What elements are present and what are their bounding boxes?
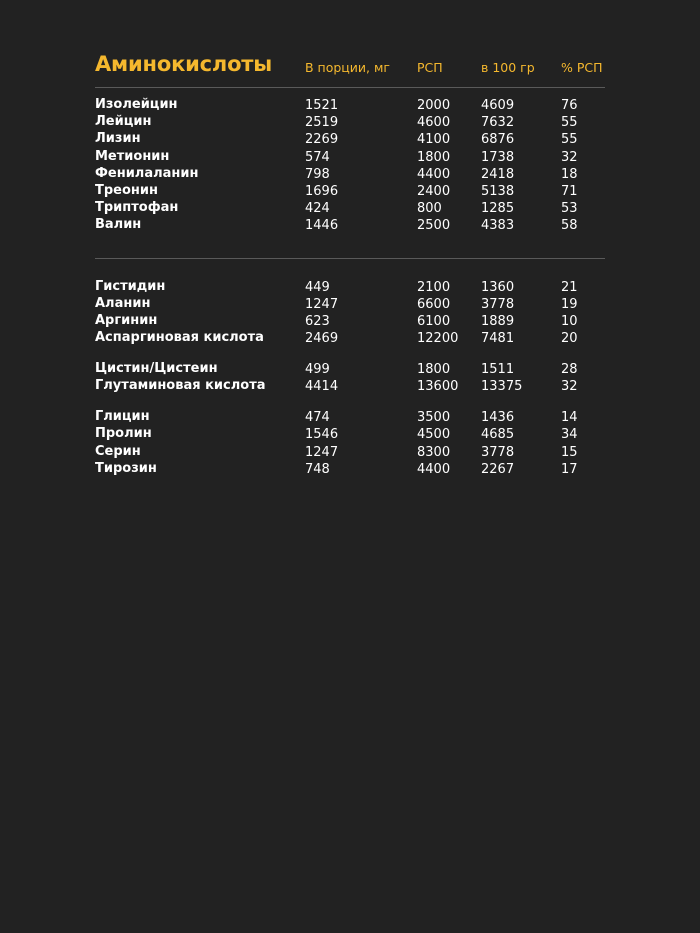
percent-rsp-value: 71 bbox=[561, 183, 578, 199]
amino-acid-table bbox=[95, 52, 605, 479]
percent-rsp-value: 55 bbox=[561, 132, 578, 148]
amino-acid-name: Аланин bbox=[95, 295, 151, 311]
rsp-value: 2500 bbox=[417, 218, 451, 234]
portion-value: 1446 bbox=[305, 218, 339, 234]
portion-value: 1546 bbox=[305, 427, 339, 443]
table-row bbox=[95, 410, 605, 427]
column-header-percent-rsp: % РСП bbox=[561, 60, 603, 75]
table-row bbox=[95, 362, 605, 379]
per-100g-value: 1436 bbox=[481, 410, 515, 426]
amino-acid-name: Пролин bbox=[95, 426, 152, 442]
rsp-value: 12200 bbox=[417, 331, 459, 347]
amino-acid-name: Гистидин bbox=[95, 278, 166, 294]
percent-rsp-value: 14 bbox=[561, 410, 578, 426]
per-100g-value: 2267 bbox=[481, 461, 515, 477]
portion-value: 574 bbox=[305, 149, 330, 165]
table-row bbox=[95, 331, 605, 362]
table-row bbox=[95, 218, 605, 235]
table-row bbox=[95, 167, 605, 184]
portion-value: 1247 bbox=[305, 296, 339, 312]
table-row bbox=[95, 280, 605, 297]
rsp-value: 1800 bbox=[417, 149, 451, 165]
table-row bbox=[95, 314, 605, 331]
portion-value: 1521 bbox=[305, 98, 339, 113]
table-row bbox=[95, 184, 605, 201]
rsp-value: 4500 bbox=[417, 427, 451, 443]
percent-rsp-value: 28 bbox=[561, 362, 578, 378]
column-header-rsp: РСП bbox=[417, 60, 443, 75]
portion-value: 4414 bbox=[305, 379, 339, 395]
portion-value: 424 bbox=[305, 201, 330, 217]
rsp-value: 6100 bbox=[417, 313, 451, 329]
amino-acid-name: Аргинин bbox=[95, 312, 158, 328]
percent-rsp-value: 58 bbox=[561, 218, 578, 234]
percent-rsp-value: 32 bbox=[561, 379, 578, 395]
portion-value: 474 bbox=[305, 410, 330, 426]
portion-value: 2469 bbox=[305, 331, 339, 347]
per-100g-value: 1889 bbox=[481, 313, 515, 329]
percent-rsp-value: 20 bbox=[561, 331, 578, 347]
portion-value: 1247 bbox=[305, 444, 339, 460]
rsp-value: 13600 bbox=[417, 379, 459, 395]
percent-rsp-value: 15 bbox=[561, 444, 578, 460]
rsp-value: 4400 bbox=[417, 166, 451, 182]
per-100g-value: 4383 bbox=[481, 218, 515, 234]
per-100g-value: 7481 bbox=[481, 331, 515, 347]
table-row bbox=[95, 201, 605, 218]
per-100g-value: 1511 bbox=[481, 362, 515, 378]
per-100g-value: 7632 bbox=[481, 115, 515, 131]
percent-rsp-value: 53 bbox=[561, 201, 578, 217]
percent-rsp-value: 17 bbox=[561, 461, 578, 477]
percent-rsp-value: 10 bbox=[561, 313, 578, 329]
amino-acid-name: Изолейцин bbox=[95, 97, 178, 112]
table-row bbox=[95, 462, 605, 479]
per-100g-value: 2418 bbox=[481, 166, 515, 182]
rsp-value: 4100 bbox=[417, 132, 451, 148]
table-row bbox=[95, 150, 605, 167]
portion-value: 798 bbox=[305, 166, 330, 182]
table-row bbox=[95, 132, 605, 149]
amino-acid-name: Триптофан bbox=[95, 200, 179, 216]
portion-value: 2269 bbox=[305, 132, 339, 148]
rsp-value: 2400 bbox=[417, 183, 451, 199]
per-100g-value: 5138 bbox=[481, 183, 515, 199]
portion-value: 1696 bbox=[305, 183, 339, 199]
portion-value: 499 bbox=[305, 362, 330, 378]
table-row bbox=[95, 445, 605, 462]
table-row bbox=[95, 115, 605, 132]
amino-acid-name: Лизин bbox=[95, 131, 141, 147]
percent-rsp-value: 19 bbox=[561, 296, 578, 312]
amino-acid-name: Глицин bbox=[95, 409, 150, 425]
table-row bbox=[95, 427, 605, 444]
portion-value: 2519 bbox=[305, 115, 339, 131]
portion-value: 748 bbox=[305, 461, 330, 477]
amino-acid-name: Валин bbox=[95, 217, 142, 233]
per-100g-value: 13375 bbox=[481, 379, 523, 395]
amino-acid-name: Серин bbox=[95, 443, 141, 459]
portion-value: 623 bbox=[305, 313, 330, 329]
table-row bbox=[95, 98, 605, 115]
table-row bbox=[95, 379, 605, 410]
amino-acid-name: Треонин bbox=[95, 182, 158, 198]
rsp-value: 2100 bbox=[417, 279, 451, 295]
per-100g-value: 1285 bbox=[481, 201, 515, 217]
rsp-value: 6600 bbox=[417, 296, 451, 312]
per-100g-value: 4609 bbox=[481, 98, 515, 113]
table-header bbox=[95, 52, 605, 82]
column-header-per-100g: в 100 гр bbox=[481, 60, 535, 75]
per-100g-value: 3778 bbox=[481, 296, 515, 312]
amino-acid-name: Метионин bbox=[95, 148, 170, 164]
amino-acid-name: Глутаминовая кислота bbox=[95, 378, 266, 394]
rsp-value: 2000 bbox=[417, 98, 451, 113]
amino-acid-name: Фенилаланин bbox=[95, 165, 199, 181]
percent-rsp-value: 34 bbox=[561, 427, 578, 443]
group-divider bbox=[95, 258, 605, 259]
amino-acid-name: Цистин/Цистеин bbox=[95, 361, 218, 377]
rsp-value: 3500 bbox=[417, 410, 451, 426]
rsp-value: 800 bbox=[417, 201, 442, 217]
percent-rsp-value: 18 bbox=[561, 166, 578, 182]
essential-amino-acids-group bbox=[95, 98, 605, 236]
rsp-value: 8300 bbox=[417, 444, 451, 460]
percent-rsp-value: 21 bbox=[561, 279, 578, 295]
header-divider bbox=[95, 87, 605, 88]
percent-rsp-value: 55 bbox=[561, 115, 578, 131]
amino-acid-name: Лейцин bbox=[95, 114, 152, 130]
per-100g-value: 1738 bbox=[481, 149, 515, 165]
per-100g-value: 6876 bbox=[481, 132, 515, 148]
table-row bbox=[95, 297, 605, 314]
amino-acid-name: Тирозин bbox=[95, 460, 157, 476]
amino-acid-name: Аспаргиновая кислота bbox=[95, 330, 264, 346]
rsp-value: 4600 bbox=[417, 115, 451, 131]
per-100g-value: 4685 bbox=[481, 427, 515, 443]
rsp-value: 4400 bbox=[417, 461, 451, 477]
percent-rsp-value: 76 bbox=[561, 98, 578, 113]
per-100g-value: 1360 bbox=[481, 279, 515, 295]
column-header-portion: В порции, мг bbox=[305, 60, 391, 75]
page-title: Аминокислоты bbox=[95, 52, 273, 76]
percent-rsp-value: 32 bbox=[561, 149, 578, 165]
portion-value: 449 bbox=[305, 279, 330, 295]
rsp-value: 1800 bbox=[417, 362, 451, 378]
nonessential-amino-acids-group bbox=[95, 280, 605, 480]
per-100g-value: 3778 bbox=[481, 444, 515, 460]
